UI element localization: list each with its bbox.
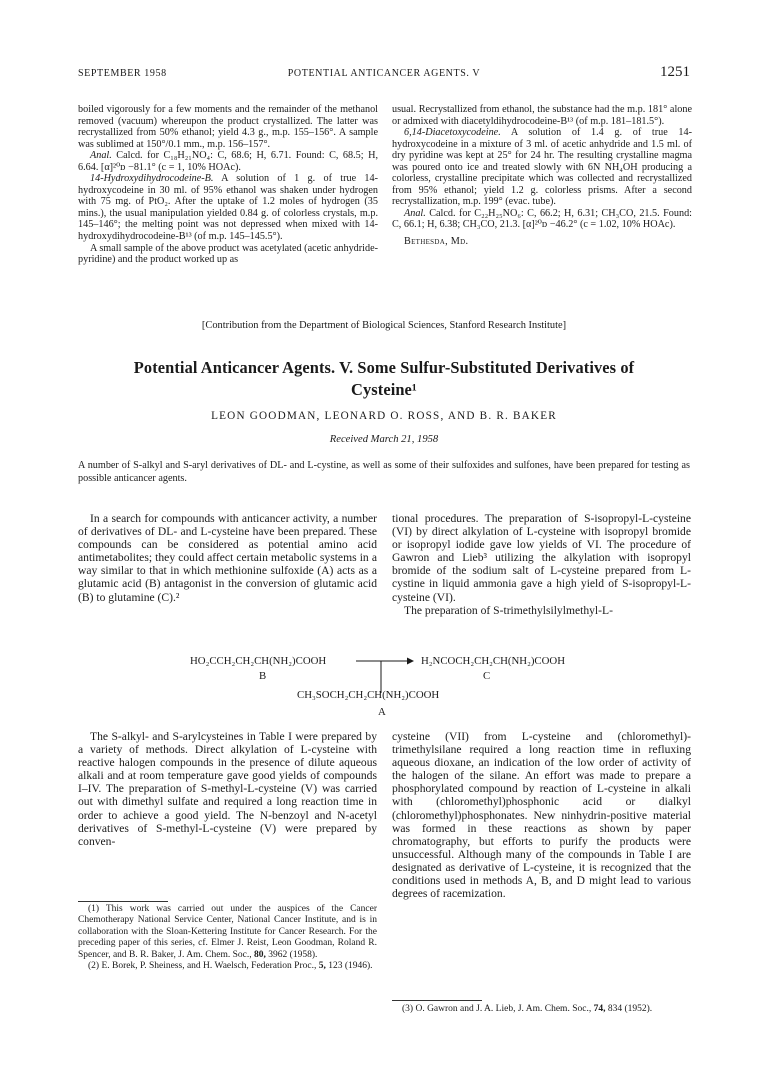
analysis-paragraph: [392, 208, 692, 231]
author-list: LEON GOODMAN, LEONARD O. ROSS, AND B. R. BAKER: [211, 410, 557, 422]
page-number: 1251: [660, 64, 690, 80]
procedure-text: A solution of 1.4 g. of true 14-hydroxycodeine in a mixture of 3 ml. of acetic anhydride and 1.5 ml. of dry pyridine was kept at 25° for 24 hr. The resulting crystalline magma was poured onto ice and treated slowly with 6N NH₄OH producing a colorless, crystalline precipitate which was collected and recrystallized from 95% ethanol; yield 1.2 g. colorless prisms. After a second recrystallization, m.p. 199° (evac. tube).: [392, 127, 692, 208]
body-paragraph: The preparation of S-trimethylsilylmethyl-L-: [404, 603, 613, 617]
compound-heading: 6,14-Diacetoxycodeine.: [404, 127, 501, 139]
scheme-reactant-label: B: [259, 670, 267, 682]
body-column-left-continued: [78, 730, 377, 848]
contribution-line: [Contribution from the Department of Biological Sciences, Stanford Research Institute]: [201, 320, 567, 331]
footnote-text: 123 (1946).: [325, 961, 373, 972]
body-paragraph: cysteine (VII) from L-cysteine and (chloromethyl)-trimethylsilane required a long reaction time in refluxing aqueous dioxane, an indication of the low order of activity of the halogen of the silane. An effort was made to prepare a phosphorylated compound by reaction of L-cysteine in alkali with (chloromethyl)phosphonic acid or dialkyl (chloromethyl)phosphonates. New ninhydrin-positive material was formed in these reactions as shown by paper chromatography, but efforts to purify the products were unsuccessful. Although many of the compounds in Table I are designated as derivative of L-cysteine, it is recognized that the conditions used in methods A, B, and D might lead to various degrees of racemization.: [392, 730, 691, 901]
location-signature: Bethesda, Md.: [404, 236, 469, 248]
body-paragraph: The S-alkyl- and S-arylcysteines in Table I were prepared by a variety of methods. Direct alkylation of L-cysteine with reactive halogen compounds in the presence of dilute aqueous alkali and at room temperature gave good yields of compounds I–IV. The preparation of S-methyl-L-cysteine (V) was carried out with dimethyl sulfate and required a long reaction time in order to achieve a good yield. The N-benzoyl and N-acetyl derivatives of S-methyl-L-cysteine (V) were prepared by conven-: [78, 730, 377, 848]
experimental-column-left: [78, 104, 378, 266]
footnote: [392, 1004, 691, 1015]
footnote-volume: 5,: [318, 961, 326, 972]
scheme-reactant-formula: HO₂CCH₂CH₂CH(NH₂)COOH: [190, 655, 327, 667]
running-head-title: POTENTIAL ANTICANCER AGENTS. V: [287, 68, 481, 79]
analysis-text: Calcd. for C₂₂H₂₅NO₆: C, 66.2; H, 6.31; CH₃CO, 21.5. Found: C, 66.1; H, 6.38; CH₃CO, 21.3. [α]²⁰ᴅ −46.2° (c = 1.02, 10% HOAc).: [392, 207, 692, 231]
scheme-product-formula: H₂NCOCH₂CH₂CH(NH₂)COOH: [421, 655, 566, 667]
experimental-paragraph: boiled vigorously for a few moments and the remainder of the methanol removed (vacuum) whereupon the product crystallized. The latter was recrystallized from 50% ethanol; yield 4.3 g., m.p. 155–156°. A sample was sublimed at 150°/0.1 mm., m.p. 156–157°.: [78, 104, 378, 150]
running-head: [78, 66, 690, 82]
experimental-paragraph: A small sample of the above product was acetylated (acetic anhydride-pyridine) and the product worked up as: [78, 242, 378, 266]
analysis-label: Anal.: [404, 207, 426, 219]
scheme-product-label: C: [483, 670, 491, 682]
footnote-text: 834 (1952).: [605, 1004, 653, 1014]
received-date: Received March 21, 1958: [329, 434, 439, 445]
scheme-inhibitor-formula: CH₃SOCH₂CH₂CH(NH₂)COOH: [297, 689, 440, 701]
footnote-divider: [78, 901, 168, 902]
footnote-text: (3) O. Gawron and J. A. Lieb, J. Am. Chem. Soc.,: [402, 1004, 594, 1014]
analysis-paragraph: [78, 150, 378, 173]
body-column-right-continued: [392, 730, 691, 900]
body-column-right: [392, 512, 691, 617]
analysis-text: Calcd. for C₁₈H₂₁NO₄: C, 68.6; H, 6.71. Found: C, 68.5; H, 6.64. [α]²⁰ᴅ −81.1° (c = 1, 10% HOAc).: [78, 150, 378, 173]
footnote: [78, 961, 377, 972]
footnote: [78, 904, 377, 961]
body-paragraph: tional procedures. The preparation of S-isopropyl-L-cysteine (VI) by direct alkylation of L-cysteine with isopropyl bromide or isopropyl iodide gave low yields of VI. The procedure of Gawron and Lieb³ utilizing the alkylation with isopropyl bromide of the sodium salt of L-cysteine prepared from L-cystine in liquid ammonia gave a high yield of S-isopropyl-L-cysteine (VI).: [392, 512, 691, 604]
experimental-paragraph: [78, 173, 378, 242]
analysis-label: Anal.: [90, 150, 112, 162]
procedure-text: A solution of 1 g. of true 14-hydroxycodeine in 30 ml. of 95% ethanol was shaken under hydrogen with 75 mg. of PtO₂. After the uptake of 1.2 moles of hydrogen (35 mins.), the usual manipulation yielded 0.84 g. of colorless crystals, m.p. 145–146°; the melting point was not depressed when mixed with 14-hydroxydihydrocodeine-B¹³ (of m.p. 145–145.5°).: [78, 173, 378, 243]
experimental-column-right: [392, 104, 692, 248]
article-title-line: Cysteine¹: [351, 380, 417, 399]
body-column-left: [78, 512, 377, 604]
compound-heading: 14-Hydroxydihydrocodeine-B.: [90, 173, 214, 185]
running-head-date: SEPTEMBER 1958: [78, 68, 167, 79]
footnote-volume: 80,: [254, 949, 266, 960]
footnote-divider: [392, 1000, 482, 1001]
footnotes-left: [78, 904, 377, 972]
article-title-line: Potential Anticancer Agents. V. Some Sulfur-Substituted Derivatives of: [133, 358, 635, 377]
experimental-paragraph: usual. Recrystallized from ethanol, the substance had the m.p. 181° alone or admixed with diacetyldihydrocodeine-B¹³ (of m.p. 181–181.5°).: [392, 104, 692, 127]
article-title: [78, 357, 690, 401]
scheme-inhibitor-label: A: [378, 706, 386, 718]
footnote-text: (2) E. Borek, P. Sheiness, and H. Waelsch, Federation Proc.,: [88, 961, 319, 972]
experimental-paragraph: [392, 127, 692, 208]
footnotes-right: [392, 1004, 691, 1015]
footnote-volume: 74,: [593, 1004, 606, 1014]
footnote-text: (1) This work was carried out under the auspices of the Cancer Chemotherapy National Service Center, National Cancer Institute, and is in collaboration with the Sloan-Kettering Institute for Cancer Research. For the preceding paper of this series, cf. Elmer J. Reist, Leon Goodman, Roland R. Spencer, and B. R. Baker, J. Am. Chem. Soc.,: [78, 904, 377, 960]
footnote-text: 3962 (1958).: [265, 949, 318, 960]
body-paragraph: In a search for compounds with anticancer activity, a number of derivatives of DL- and L-cysteine have been prepared. These compounds can be considered as potential amino acid antimetabolites; they could affect certain metabolic systems in a way similar to that in which methionine sulfoxide (A) acts as a glutamic acid (B) antagonist in the conversion of glutamic acid (B) to glutamine (C).²: [78, 512, 377, 604]
abstract: A number of S-alkyl and S-aryl derivatives of DL- and L-cystine, as well as some of their sulfoxides and sulfones, have been prepared for testing as possible anticancer agents.: [78, 460, 690, 484]
